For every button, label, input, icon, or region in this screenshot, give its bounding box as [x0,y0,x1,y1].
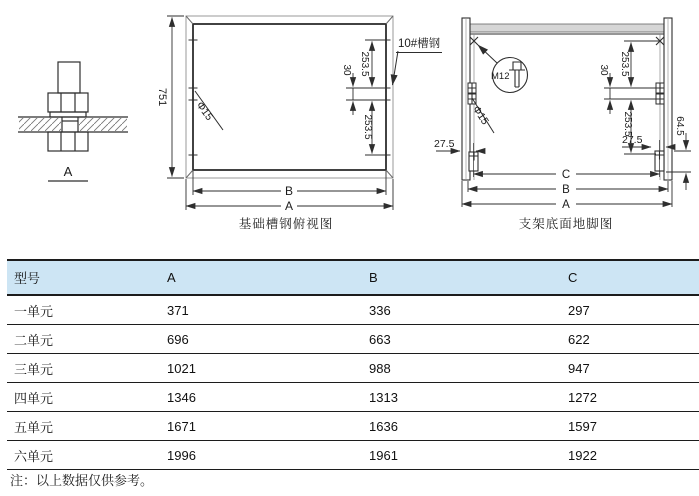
footnote: 注：以上数据仅供参考。 [10,473,154,488]
table-row [7,441,699,470]
cell-c: 1597 [568,418,597,434]
dim-width-c-label: C [561,169,571,181]
cell-model: 三单元 [14,361,54,377]
cell-c: 947 [568,360,590,376]
channel-frame [186,16,393,178]
header-a: A [167,270,176,285]
dim-width-b-label: B [562,184,570,196]
cell-a: 1021 [167,360,196,376]
dim-hole-label: Φ15 [470,103,492,128]
bracket-caption: 支架底面地脚图 [518,217,614,231]
m12-detail [478,45,528,93]
cell-model: 二单元 [14,332,54,348]
dim-top-span: 253.5 [359,51,370,77]
dim-right-offset: 27.5 [622,134,643,146]
cell-model: 一单元 [14,303,54,319]
cell-a: 371 [167,302,189,318]
dim-width-a-label: A [562,199,570,211]
table-row [7,383,699,412]
foundation-caption: 基础槽钢俯视图 [238,217,334,231]
spec-table-header-row [7,260,699,295]
cell-c: 1272 [568,389,597,405]
cell-c: 622 [568,331,590,347]
dim-751-lines [167,16,184,178]
plate-hatch-left [19,118,61,131]
header-model: 型号 [14,271,41,286]
dim-mid-span: 30 [341,64,352,76]
header-c: C [568,270,578,285]
table-row [7,295,699,325]
cell-b: 1313 [369,389,398,405]
plate-hatch-right [79,118,127,131]
cell-c: 1922 [568,447,597,463]
bracket-bottom-view-drawing [428,0,699,240]
channel-steel-callout: 10#槽钢 [396,35,442,53]
cell-b: 1636 [369,418,398,434]
table-row [7,325,699,354]
cell-b: 1961 [369,447,398,463]
cell-b: 988 [369,360,391,376]
header-b: B [369,270,378,285]
dim-foot-height: 64.5 [674,116,685,136]
dim-751-label: 751 [156,87,168,107]
cell-a: 1671 [167,418,196,434]
dim-bottom-span: 253.5 [362,114,373,140]
dim-bottom-span: 253.5 [622,111,633,137]
cell-b: 336 [369,302,391,318]
cell-c: 297 [568,302,590,318]
dim-left-offset: 27.5 [434,138,455,150]
cell-a: 1996 [167,447,196,463]
dim-hole-label: Φ15 [193,99,216,123]
table-row [7,412,699,441]
cell-model: 六单元 [14,448,54,464]
dim-inner-width-label: B [284,184,294,198]
dim-top-span: 253.5 [619,51,630,77]
cell-model: 五单元 [14,419,54,435]
cell-model: 四单元 [14,390,54,406]
spec-table [7,259,699,470]
dim-outer-width-label: A [284,199,294,213]
section-label: A [63,164,73,179]
m12-label: M12 [491,71,510,82]
cell-b: 663 [369,331,391,347]
cell-a: 696 [167,331,189,347]
bolt-geometry [18,62,128,151]
anchor-bolt-section-drawing [10,40,140,190]
dim-mid-span: 30 [598,64,609,76]
table-row [7,354,699,383]
cell-a: 1346 [167,389,196,405]
